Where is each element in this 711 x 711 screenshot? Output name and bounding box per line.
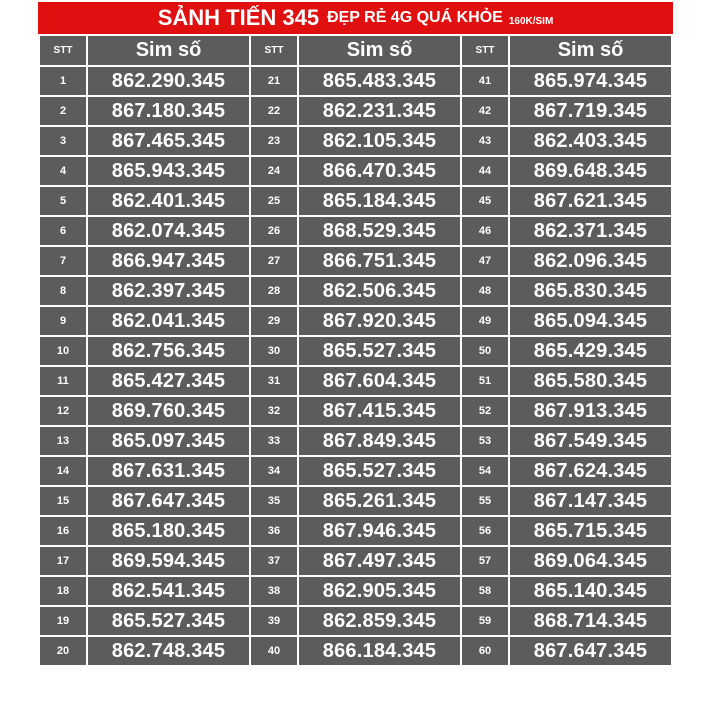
stt-cell: 56 — [461, 516, 509, 546]
stt-cell: 46 — [461, 216, 509, 246]
table-row — [39, 126, 672, 156]
stt-cell: 15 — [39, 486, 87, 516]
stt-cell: 40 — [250, 636, 298, 666]
table-row — [39, 156, 672, 186]
sim-number-cell: 866.947.345 — [87, 246, 250, 276]
sim-number-cell: 865.527.345 — [298, 336, 461, 366]
stt-cell: 42 — [461, 96, 509, 126]
stt-cell: 35 — [250, 486, 298, 516]
sim-number-cell: 867.719.345 — [509, 96, 672, 126]
stt-cell: 20 — [39, 636, 87, 666]
stt-cell: 18 — [39, 576, 87, 606]
sim-number-cell: 862.748.345 — [87, 636, 250, 666]
table-row — [39, 246, 672, 276]
sim-number-cell: 865.715.345 — [509, 516, 672, 546]
header-subtitle: ĐẸP RẺ 4G QUÁ KHỎE — [327, 9, 503, 26]
stt-cell: 11 — [39, 366, 87, 396]
sim-number-cell: 869.594.345 — [87, 546, 250, 576]
column-header-stt: STT — [461, 35, 509, 66]
stt-cell: 4 — [39, 156, 87, 186]
stt-cell: 5 — [39, 186, 87, 216]
sim-number-cell: 862.096.345 — [509, 246, 672, 276]
sim-price-sheet — [38, 2, 673, 709]
table-row — [39, 276, 672, 306]
stt-cell: 60 — [461, 636, 509, 666]
stt-cell: 47 — [461, 246, 509, 276]
stt-cell: 21 — [250, 66, 298, 96]
sim-number-cell: 867.147.345 — [509, 486, 672, 516]
column-header-stt: STT — [250, 35, 298, 66]
stt-cell: 50 — [461, 336, 509, 366]
price-label: 160K/SIM — [508, 15, 554, 27]
stt-cell: 24 — [250, 156, 298, 186]
table-row — [39, 576, 672, 606]
stt-cell: 52 — [461, 396, 509, 426]
sim-number-cell: 865.427.345 — [87, 366, 250, 396]
stt-cell: 10 — [39, 336, 87, 366]
table-row — [39, 456, 672, 486]
sim-number-cell: 869.648.345 — [509, 156, 672, 186]
sim-number-cell: 862.041.345 — [87, 306, 250, 336]
sim-number-cell: 862.290.345 — [87, 66, 250, 96]
sim-number-cell: 865.097.345 — [87, 426, 250, 456]
sim-number-cell: 866.751.345 — [298, 246, 461, 276]
sim-number-cell: 869.064.345 — [509, 546, 672, 576]
sim-number-cell: 862.859.345 — [298, 606, 461, 636]
sim-number-cell: 867.849.345 — [298, 426, 461, 456]
stt-cell: 48 — [461, 276, 509, 306]
column-header-sim: Sim số — [509, 35, 672, 66]
stt-cell: 28 — [250, 276, 298, 306]
sim-number-cell: 868.714.345 — [509, 606, 672, 636]
stt-cell: 54 — [461, 456, 509, 486]
sim-number-cell: 865.830.345 — [509, 276, 672, 306]
sim-number-cell: 865.429.345 — [509, 336, 672, 366]
sim-number-cell: 865.527.345 — [298, 456, 461, 486]
sim-number-cell: 869.760.345 — [87, 396, 250, 426]
stt-cell: 51 — [461, 366, 509, 396]
sim-number-cell: 865.261.345 — [298, 486, 461, 516]
stt-cell: 9 — [39, 306, 87, 336]
stt-cell: 41 — [461, 66, 509, 96]
table-row — [39, 66, 672, 96]
sim-number-cell: 862.401.345 — [87, 186, 250, 216]
stt-cell: 2 — [39, 96, 87, 126]
stt-cell: 14 — [39, 456, 87, 486]
column-header-row — [39, 35, 672, 66]
stt-cell: 12 — [39, 396, 87, 426]
stt-cell: 31 — [250, 366, 298, 396]
sim-number-cell: 862.105.345 — [298, 126, 461, 156]
stt-cell: 37 — [250, 546, 298, 576]
table-row — [39, 366, 672, 396]
sim-number-cell: 865.184.345 — [298, 186, 461, 216]
sim-number-cell: 867.549.345 — [509, 426, 672, 456]
stt-cell: 59 — [461, 606, 509, 636]
table-row — [39, 546, 672, 576]
sim-number-cell: 867.465.345 — [87, 126, 250, 156]
stt-cell: 27 — [250, 246, 298, 276]
sim-number-cell: 862.756.345 — [87, 336, 250, 366]
stt-cell: 6 — [39, 216, 87, 246]
sim-number-cell: 866.470.345 — [298, 156, 461, 186]
sim-number-cell: 865.974.345 — [509, 66, 672, 96]
stt-cell: 49 — [461, 306, 509, 336]
stt-cell: 34 — [250, 456, 298, 486]
stt-cell: 7 — [39, 246, 87, 276]
sim-number-cell: 862.074.345 — [87, 216, 250, 246]
stt-cell: 36 — [250, 516, 298, 546]
sim-number-cell: 865.140.345 — [509, 576, 672, 606]
stt-cell: 26 — [250, 216, 298, 246]
sim-number-cell: 865.180.345 — [87, 516, 250, 546]
sim-table — [38, 34, 673, 667]
sim-number-cell: 867.621.345 — [509, 186, 672, 216]
stt-cell: 33 — [250, 426, 298, 456]
sim-number-cell: 866.184.345 — [298, 636, 461, 666]
sim-number-cell: 865.527.345 — [87, 606, 250, 636]
stt-cell: 32 — [250, 396, 298, 426]
table-row — [39, 606, 672, 636]
stt-cell: 58 — [461, 576, 509, 606]
stt-cell: 16 — [39, 516, 87, 546]
sim-number-cell: 862.403.345 — [509, 126, 672, 156]
sim-number-cell: 867.920.345 — [298, 306, 461, 336]
sim-number-cell: 862.231.345 — [298, 96, 461, 126]
stt-cell: 55 — [461, 486, 509, 516]
stt-cell: 1 — [39, 66, 87, 96]
sim-number-cell: 867.647.345 — [509, 636, 672, 666]
sim-number-cell: 865.094.345 — [509, 306, 672, 336]
stt-cell: 45 — [461, 186, 509, 216]
stt-cell: 57 — [461, 546, 509, 576]
stt-cell: 39 — [250, 606, 298, 636]
stt-cell: 25 — [250, 186, 298, 216]
sim-number-cell: 867.415.345 — [298, 396, 461, 426]
sim-number-cell: 862.541.345 — [87, 576, 250, 606]
stt-cell: 13 — [39, 426, 87, 456]
sim-number-cell: 867.180.345 — [87, 96, 250, 126]
table-row — [39, 486, 672, 516]
header-title: SẢNH TIẾN 345 — [157, 5, 320, 30]
stt-cell: 38 — [250, 576, 298, 606]
stt-cell: 22 — [250, 96, 298, 126]
column-header-stt: STT — [39, 35, 87, 66]
sim-number-cell: 865.943.345 — [87, 156, 250, 186]
stt-cell: 44 — [461, 156, 509, 186]
table-row — [39, 216, 672, 246]
table-row — [39, 336, 672, 366]
stt-cell: 30 — [250, 336, 298, 366]
sim-number-cell: 865.580.345 — [509, 366, 672, 396]
sim-number-cell: 862.905.345 — [298, 576, 461, 606]
column-header-sim: Sim số — [87, 35, 250, 66]
stt-cell: 23 — [250, 126, 298, 156]
stt-cell: 43 — [461, 126, 509, 156]
stt-cell: 8 — [39, 276, 87, 306]
sim-number-cell: 867.913.345 — [509, 396, 672, 426]
table-row — [39, 96, 672, 126]
column-header-sim: Sim số — [298, 35, 461, 66]
sim-number-cell: 862.397.345 — [87, 276, 250, 306]
table-row — [39, 306, 672, 336]
sim-number-cell: 865.483.345 — [298, 66, 461, 96]
sim-number-cell: 867.497.345 — [298, 546, 461, 576]
header-banner — [38, 2, 673, 34]
sim-number-cell: 868.529.345 — [298, 216, 461, 246]
sim-number-cell: 862.506.345 — [298, 276, 461, 306]
sim-number-cell: 867.946.345 — [298, 516, 461, 546]
table-row — [39, 426, 672, 456]
sim-number-cell: 862.371.345 — [509, 216, 672, 246]
table-row — [39, 186, 672, 216]
sim-number-cell: 867.631.345 — [87, 456, 250, 486]
stt-cell: 3 — [39, 126, 87, 156]
stt-cell: 17 — [39, 546, 87, 576]
sim-number-cell: 867.604.345 — [298, 366, 461, 396]
stt-cell: 53 — [461, 426, 509, 456]
stt-cell: 29 — [250, 306, 298, 336]
table-row — [39, 516, 672, 546]
table-row — [39, 396, 672, 426]
sim-number-cell: 867.647.345 — [87, 486, 250, 516]
sim-number-cell: 867.624.345 — [509, 456, 672, 486]
stt-cell: 19 — [39, 606, 87, 636]
table-row — [39, 636, 672, 666]
